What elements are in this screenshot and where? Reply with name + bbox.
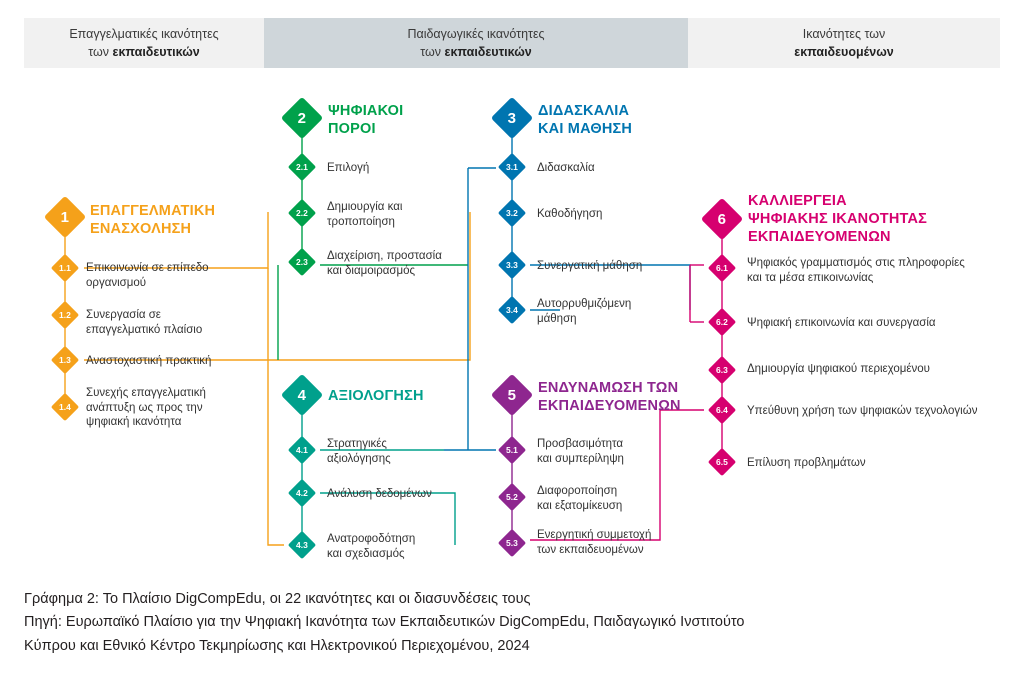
line: Συνεργασία σε (86, 309, 161, 321)
competence-5-1-label (537, 437, 697, 466)
competence-1-4-code: 1.4 (59, 401, 71, 412)
line: τροποποίηση (327, 215, 395, 228)
area-6-number: 6 (717, 210, 727, 228)
competence-2-1-label (327, 161, 477, 176)
area-2-title-line2: ΠΟΡΟΙ (328, 121, 376, 138)
competence-3-2-label (537, 207, 697, 222)
line: Δημιουργία και (327, 201, 403, 213)
area-3-title-line1: ΔΙΔΑΣΚΑΛΙΑ (538, 103, 630, 119)
area-4-title-line1: ΑΞΙΟΛΟΓΗΣΗ (328, 388, 424, 404)
header-line1: Παιδαγωγικές ικανότητες (407, 26, 545, 41)
competence-6-5-label (747, 456, 1007, 471)
competence-1-2-label (86, 308, 251, 337)
competence-6-4-code: 6.4 (716, 404, 728, 415)
line: Επικοινωνία σε επίπεδο (86, 262, 209, 274)
header-line2-prefix: των (88, 45, 113, 59)
competence-4-1-code: 4.1 (296, 444, 308, 455)
caption-line-2: Πηγή: Ευρωπαϊκό Πλαίσιο για την Ψηφιακή Ικανότητα των Εκπαιδευτικών DigCompEdu, Παιδαγωγικό Ινστιτούτο (24, 614, 745, 631)
area-6-title-line1: ΚΑΛΛΙΕΡΓΕΙΑ (748, 193, 847, 209)
area-6-title-line3: ΕΚΠΑΙΔΕΥΟΜΕΝΩΝ (748, 229, 891, 246)
competence-3-3-code: 3.3 (506, 259, 518, 270)
line: αξιολόγησης (327, 452, 391, 465)
line: και διαμοιρασμός (327, 264, 416, 277)
competence-6-1-code: 6.1 (716, 262, 728, 273)
line: μάθηση (537, 312, 577, 325)
line: Στρατηγικές (327, 438, 387, 450)
area-2-title (328, 102, 403, 138)
line: ψηφιακή ικανότητα (86, 416, 182, 429)
area-1-title-line2: ΕΝΑΣΧΟΛΗΣΗ (90, 221, 192, 238)
area-3-title (538, 102, 632, 138)
competence-4-3-label (327, 532, 487, 561)
header-line1: Επαγγελματικές ικανότητες (69, 26, 219, 41)
header-line1: Ικανότητες των (802, 26, 886, 41)
line: Υπεύθυνη χρήση των ψηφιακών τεχνολογιών (747, 405, 978, 417)
area-3-number: 3 (507, 109, 517, 127)
line: Αυτορρυθμιζόμενη (537, 298, 632, 310)
competence-2-3-code: 2.3 (296, 256, 308, 267)
line: Συνεχής επαγγελματική (86, 387, 206, 399)
area-4-title (328, 387, 424, 405)
competence-1-2-code: 1.2 (59, 309, 71, 320)
line: Ενεργητική συμμετοχή (537, 529, 652, 541)
competence-1-4-label (86, 386, 251, 430)
competence-1-1-code: 1.1 (59, 262, 71, 273)
area-1-title-line1: ΕΠΑΓΓΕΛΜΑΤΙΚΗ (90, 203, 216, 219)
line: και εξατομίκευση (537, 499, 623, 512)
line: των εκπαιδευομένων (537, 543, 644, 556)
competence-5-3-code: 5.3 (506, 537, 518, 548)
competence-3-4-code: 3.4 (506, 304, 518, 315)
line: οργανισμού (86, 276, 147, 289)
line: Ψηφιακή επικοινωνία και συνεργασία (747, 317, 936, 329)
figure-caption (24, 588, 984, 658)
line: Ανάλυση δεδομένων (327, 488, 432, 500)
line: Δημιουργία ψηφιακού περιεχομένου (747, 363, 930, 375)
competence-4-2-label (327, 487, 487, 502)
competence-3-1-code: 3.1 (506, 161, 518, 172)
line: ανάπτυξη ως προς την (86, 401, 203, 414)
competence-2-2-label (327, 200, 477, 229)
line: Αναστοχαστική πρακτική (86, 355, 212, 367)
competence-5-2-label (537, 484, 697, 513)
line: Ψηφιακός γραμματισμός στις πληροφορίες (747, 257, 965, 269)
area-5-title-line1: ΕΝΔΥΝΑΜΩΣΗ ΤΩΝ (538, 380, 679, 396)
competence-6-3-label (747, 362, 1007, 377)
area-5-number: 5 (507, 386, 517, 404)
area-5-title (538, 379, 681, 415)
line: Προσβασιμότητα (537, 438, 624, 450)
line: και τα μέσα επικοινωνίας (747, 271, 874, 284)
competence-6-3-code: 6.3 (716, 364, 728, 375)
competence-2-2-code: 2.2 (296, 207, 308, 218)
line: Διδασκαλία (537, 162, 595, 174)
header-line2-prefix: των (420, 45, 445, 59)
competence-2-1-code: 2.1 (296, 161, 308, 172)
competence-6-5-code: 6.5 (716, 456, 728, 467)
competence-1-3-code: 1.3 (59, 354, 71, 365)
area-2-title-line1: ΨΗΦΙΑΚΟΙ (328, 103, 404, 119)
competence-5-2-code: 5.2 (506, 491, 518, 502)
competence-1-3-label (86, 354, 266, 369)
area-1-number: 1 (60, 208, 70, 226)
competence-5-1-code: 5.1 (506, 444, 518, 455)
line: Συνεργατική μάθηση (537, 260, 643, 272)
competence-3-2-code: 3.2 (506, 207, 518, 218)
line: Επιλογή (327, 162, 370, 174)
area-5-title-line2: ΕΚΠΑΙΔΕΥΟΜΕΝΩΝ (538, 398, 681, 415)
competence-3-4-label (537, 297, 697, 326)
competence-4-1-label (327, 437, 477, 466)
area-6-title-line2: ΨΗΦΙΑΚΗΣ ΙΚΑΝΟΤΗΤΑΣ (748, 211, 928, 228)
competence-6-2-label (747, 316, 1007, 331)
competence-1-1-label (86, 261, 246, 290)
competence-4-2-code: 4.2 (296, 487, 308, 498)
area-3-title-line2: ΚΑΙ ΜΑΘΗΣΗ (538, 121, 633, 138)
competence-6-2-code: 6.2 (716, 316, 728, 327)
competence-3-1-label (537, 161, 697, 176)
area-1-title (90, 202, 215, 238)
competence-3-3-label (537, 259, 707, 274)
caption-line-1: Γράφημα 2: Το Πλαίσιο DigCompEdu, οι 22 ικανότητες και οι διασυνδέσεις τους (24, 591, 531, 607)
line: Επίλυση προβλημάτων (747, 457, 866, 469)
caption-line-3: Κύπρου και Εθνικό Κέντρο Τεκμηρίωσης και Ηλεκτρονικού Περιεχομένου, 2024 (24, 637, 530, 654)
area-6-title (748, 192, 927, 246)
header-line2-bold: εκπαιδευτικών (112, 45, 200, 59)
header-line2-bold: εκπαιδευτικών (444, 45, 532, 59)
header-line2-bold: εκπαιδευομένων (794, 45, 894, 59)
line: Ανατροφοδότηση (327, 533, 416, 545)
competence-2-3-label (327, 249, 487, 278)
line: και συμπερίληψη (537, 452, 624, 465)
competence-6-1-label (747, 256, 1007, 285)
line: επαγγελματικό πλαίσιο (86, 323, 203, 336)
area-2-number: 2 (297, 109, 307, 127)
area-4-number: 4 (297, 386, 307, 404)
line: Καθοδήγηση (537, 208, 603, 220)
competence-4-3-code: 4.3 (296, 539, 308, 550)
line: και σχεδιασμός (327, 547, 405, 560)
line: Διαφοροποίηση (537, 485, 618, 497)
line: Διαχείριση, προστασία (327, 250, 442, 262)
competence-5-3-label (537, 528, 712, 557)
competence-6-4-label (747, 404, 1017, 419)
